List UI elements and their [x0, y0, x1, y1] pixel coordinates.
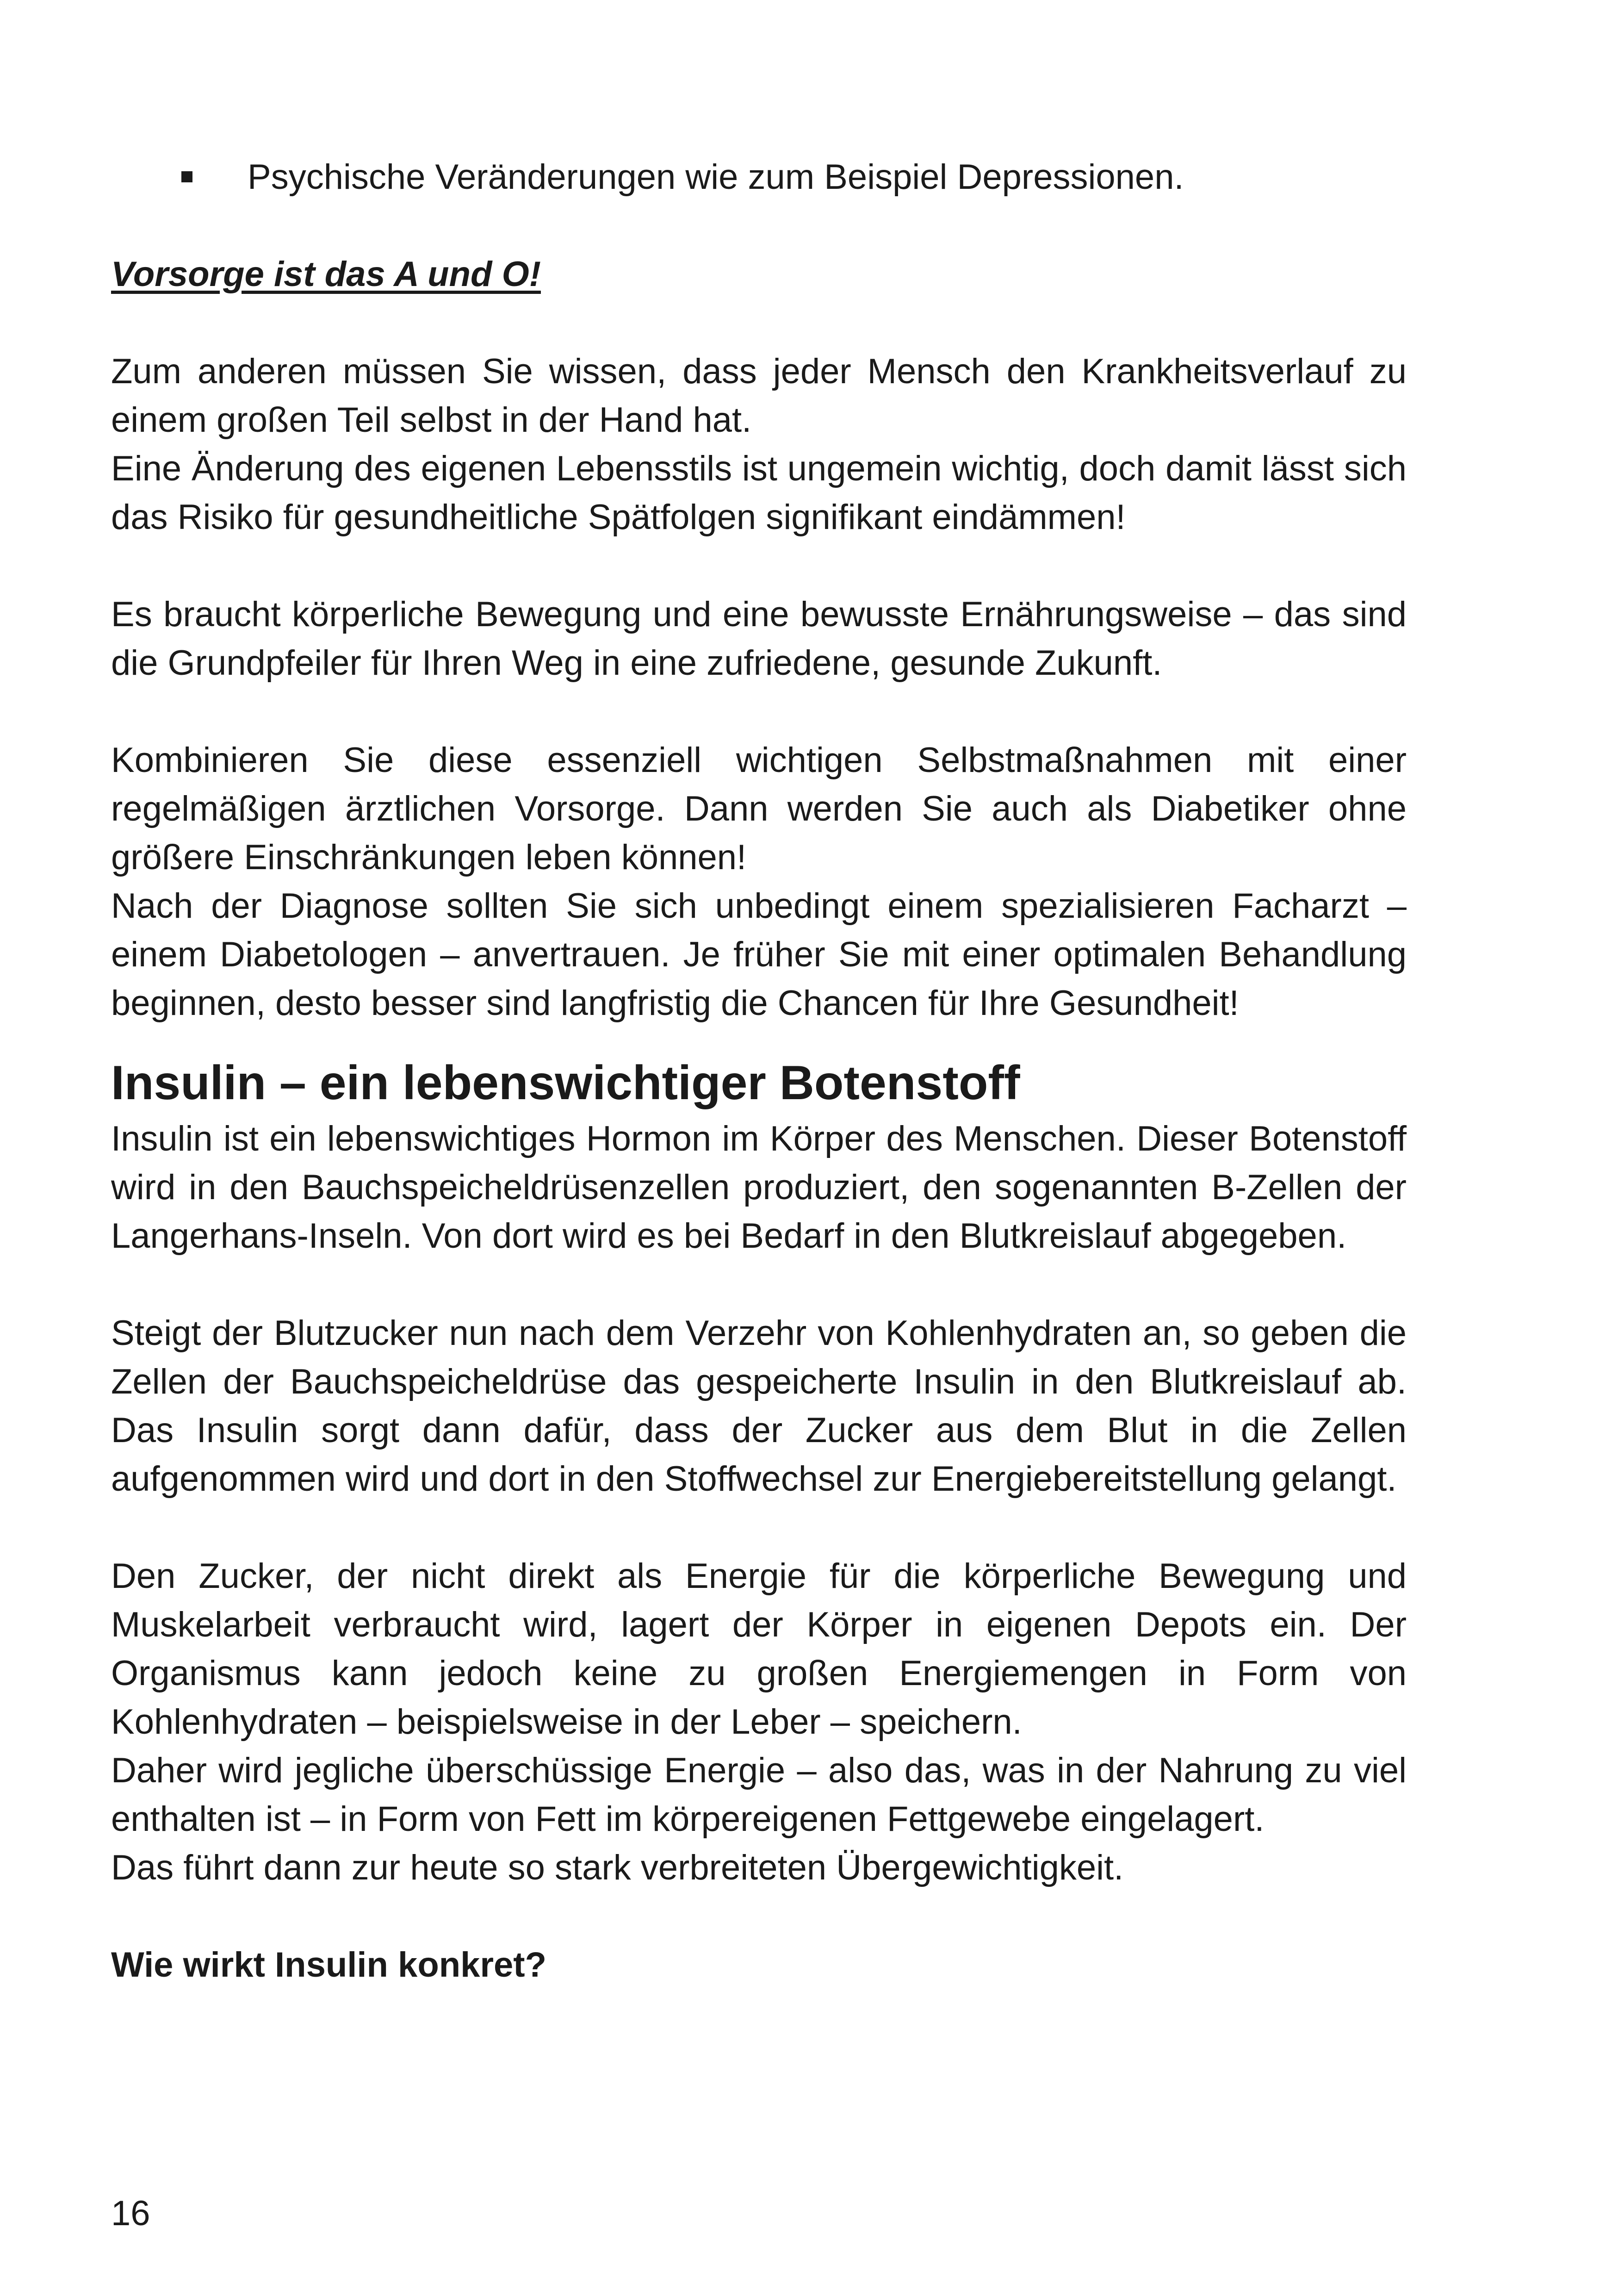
- question-heading: Wie wirkt Insulin konkret?: [111, 1945, 547, 1985]
- paragraph: Das führt dann zur heute so stark verbreiteten Übergewichtigkeit.: [111, 1848, 1124, 1887]
- paragraph: Zum anderen müssen Sie wissen, dass jeder Mensch den Krankheitsverlauf zu einem großen Teil selbst in der Hand hat.: [111, 352, 1407, 440]
- paragraph: Daher wird jegliche überschüssige Energie – also das, was in der Nahrung zu viel enthalten ist – in Form von Fett im körpereigenen Fettgewebe eingelagert.: [111, 1751, 1407, 1839]
- paragraph: Eine Änderung des eigenen Lebensstils ist ungemein wichtig, doch damit lässt sich das Risiko für gesundheitliche Spätfolgen signifikant eindämmen!: [111, 449, 1407, 537]
- bullet-item: [111, 153, 1407, 201]
- paragraph: Steigt der Blutzucker nun nach dem Verzehr von Kohlenhydraten an, so geben die Zellen der Bauchspeicheldrüse das gespeicherte Insulin in den Blutkreislauf ab. Das Insulin sorgt dann dafür, dass der Zucker aus dem Blut in die Zellen aufgenommen wird und dort in den Stoffwechsel zur Energiebereitstellung gelangt.: [111, 1313, 1407, 1499]
- bullet-text: Psychische Veränderungen wie zum Beispiel Depressionen.: [248, 157, 1184, 197]
- paragraph: Es braucht körperliche Bewegung und eine bewusste Ernährungsweise – das sind die Grundpfeiler für Ihren Weg in eine zufriedene, gesunde Zukunft.: [111, 595, 1407, 683]
- paragraph: Den Zucker, der nicht direkt als Energie für die körperliche Bewegung und Muskelarbeit verbraucht wird, lagert der Körper in eigenen Depots ein. Der Organismus kann jedoch keine zu großen Energiemengen in Form von Kohlenhydraten – beispielsweise in der Leber – speichern.: [111, 1556, 1407, 1742]
- paragraph: Nach der Diagnose sollten Sie sich unbedingt einem spezialisieren Facharzt – einem Diabetologen – anvertrauen. Je früher Sie mit einer optimalen Behandlung beginnen, desto besser sind langfristig die Chancen für Ihre Gesundheit!: [111, 886, 1407, 1023]
- paragraph: Kombinieren Sie diese essenziell wichtigen Selbstmaßnahmen mit einer regelmäßigen ärztlichen Vorsorge. Dann werden Sie auch als Diabetiker ohne größere Einschränkungen leben können!: [111, 740, 1407, 877]
- page-number: 16: [111, 2194, 150, 2233]
- page-content: [111, 153, 1407, 1989]
- paragraph: Insulin ist ein lebenswichtiges Hormon im Körper des Menschen. Dieser Botenstoff wird in den Bauchspeicheldrüsenzellen produziert, den sogenannten B-Zellen der Langerhans-Inseln. Von dort wird es bei Bedarf in den Blutkreislauf abgegeben.: [111, 1119, 1407, 1256]
- section-heading-insulin: Insulin – ein lebenswichtiger Botenstoff: [111, 1056, 1020, 1110]
- subheading-vorsorge: Vorsorge ist das A und O!: [111, 255, 541, 294]
